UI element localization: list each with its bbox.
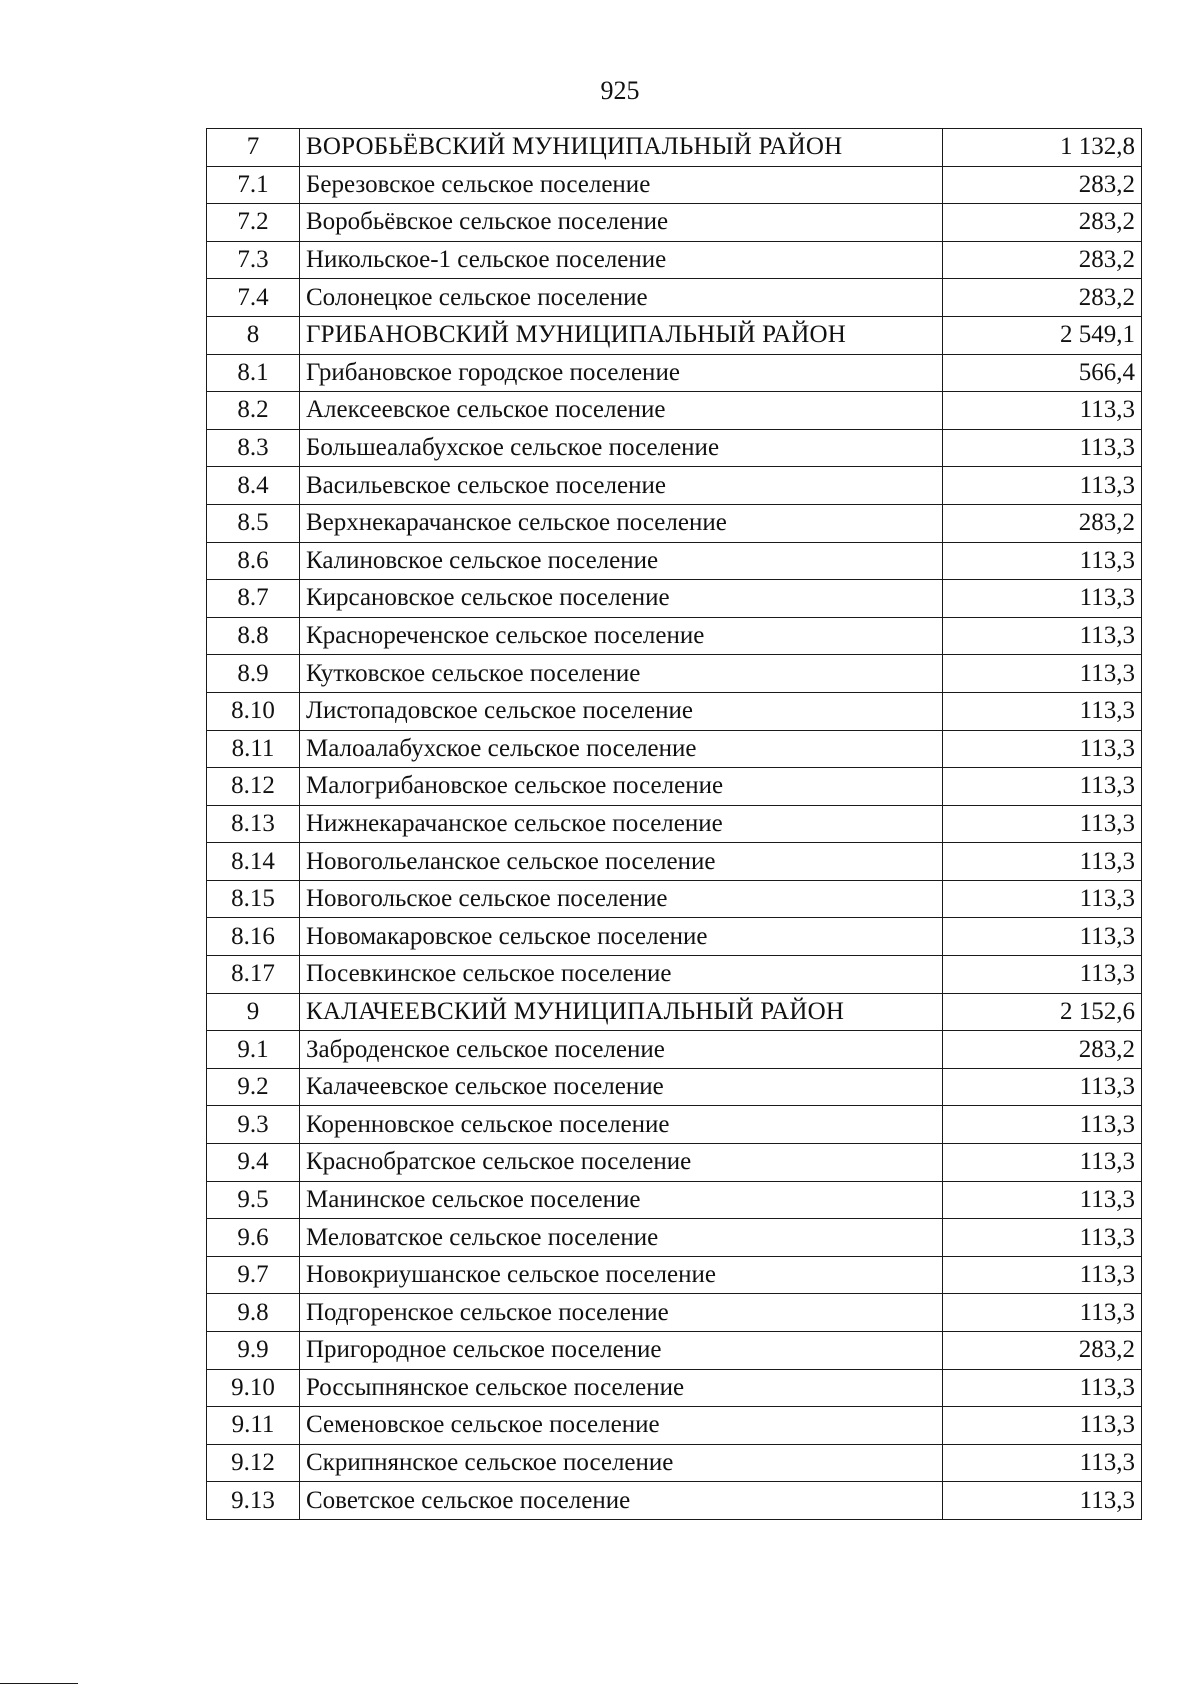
table-row xyxy=(207,204,1142,242)
settlement-name-cell: Калачеевское сельское поселение xyxy=(300,1068,943,1106)
amount-cell: 283,2 xyxy=(943,1332,1142,1370)
settlement-name-cell: Васильевское сельское поселение xyxy=(300,467,943,505)
table-row xyxy=(207,1294,1142,1332)
table-row xyxy=(207,1482,1142,1520)
amount-cell: 113,3 xyxy=(943,1294,1142,1332)
row-number-cell: 8.17 xyxy=(207,956,300,994)
amount-cell: 113,3 xyxy=(943,542,1142,580)
amount-cell: 113,3 xyxy=(943,1482,1142,1520)
row-number-cell: 9.9 xyxy=(207,1332,300,1370)
table-row xyxy=(207,730,1142,768)
settlement-name-cell: Советское сельское поселение xyxy=(300,1482,943,1520)
settlement-name-cell: Новокриушанское сельское поселение xyxy=(300,1256,943,1294)
amount-cell: 1 132,8 xyxy=(943,129,1142,167)
amount-cell: 113,3 xyxy=(943,805,1142,843)
settlement-name-cell: Манинское сельское поселение xyxy=(300,1181,943,1219)
settlement-name-cell: Подгоренское сельское поселение xyxy=(300,1294,943,1332)
table-row xyxy=(207,279,1142,317)
amount-cell: 113,3 xyxy=(943,429,1142,467)
row-number-cell: 8.4 xyxy=(207,467,300,505)
amount-cell: 283,2 xyxy=(943,166,1142,204)
footnote-divider xyxy=(0,1683,78,1684)
amount-cell: 113,3 xyxy=(943,918,1142,956)
row-number-cell: 8.2 xyxy=(207,392,300,430)
row-number-cell: 9.8 xyxy=(207,1294,300,1332)
table-row xyxy=(207,1181,1142,1219)
table-row xyxy=(207,880,1142,918)
settlement-name-cell: Верхнекарачанское сельское поселение xyxy=(300,504,943,542)
table-row xyxy=(207,1219,1142,1257)
amount-cell: 283,2 xyxy=(943,204,1142,242)
table-row xyxy=(207,580,1142,618)
page-number: 925 xyxy=(600,76,640,105)
table-row xyxy=(207,1407,1142,1445)
allocation-table xyxy=(206,128,1142,1520)
amount-cell: 113,3 xyxy=(943,392,1142,430)
amount-cell: 113,3 xyxy=(943,880,1142,918)
row-number-cell: 9.4 xyxy=(207,1144,300,1182)
settlement-name-cell: Кирсановское сельское поселение xyxy=(300,580,943,618)
table-row xyxy=(207,655,1142,693)
district-name-cell: ВОРОБЬЁВСКИЙ МУНИЦИПАЛЬНЫЙ РАЙОН xyxy=(300,129,943,167)
row-number-cell: 8.6 xyxy=(207,542,300,580)
amount-cell: 283,2 xyxy=(943,1031,1142,1069)
row-number-cell: 8.3 xyxy=(207,429,300,467)
row-number-cell: 8 xyxy=(207,316,300,354)
row-number-cell: 9.3 xyxy=(207,1106,300,1144)
amount-cell: 113,3 xyxy=(943,655,1142,693)
row-number-cell: 9.6 xyxy=(207,1219,300,1257)
settlement-name-cell: Краснореченское сельское поселение xyxy=(300,617,943,655)
table-row xyxy=(207,166,1142,204)
table-body xyxy=(207,129,1142,1520)
settlement-name-cell: Заброденское сельское поселение xyxy=(300,1031,943,1069)
settlement-name-cell: Малогрибановское сельское поселение xyxy=(300,768,943,806)
table-row xyxy=(207,1444,1142,1482)
table-row xyxy=(207,354,1142,392)
table-row xyxy=(207,692,1142,730)
amount-cell: 113,3 xyxy=(943,1256,1142,1294)
row-number-cell: 9.2 xyxy=(207,1068,300,1106)
district-row xyxy=(207,993,1142,1031)
amount-cell: 113,3 xyxy=(943,1068,1142,1106)
settlement-name-cell: Новомакаровское сельское поселение xyxy=(300,918,943,956)
settlement-name-cell: Новогольеланское сельское поселение xyxy=(300,843,943,881)
table-row xyxy=(207,805,1142,843)
settlement-name-cell: Грибановское городское поселение xyxy=(300,354,943,392)
row-number-cell: 7.3 xyxy=(207,241,300,279)
amount-cell: 113,3 xyxy=(943,580,1142,618)
table-row xyxy=(207,956,1142,994)
amount-cell: 113,3 xyxy=(943,1219,1142,1257)
settlement-name-cell: Новогольское сельское поселение xyxy=(300,880,943,918)
table-row xyxy=(207,1031,1142,1069)
settlement-name-cell: Никольское-1 сельское поселение xyxy=(300,241,943,279)
settlement-name-cell: Краснобратское сельское поселение xyxy=(300,1144,943,1182)
settlement-name-cell: Посевкинское сельское поселение xyxy=(300,956,943,994)
amount-cell: 2 152,6 xyxy=(943,993,1142,1031)
table-row xyxy=(207,1106,1142,1144)
table-row xyxy=(207,768,1142,806)
row-number-cell: 8.12 xyxy=(207,768,300,806)
table-row xyxy=(207,392,1142,430)
settlement-name-cell: Воробьёвское сельское поселение xyxy=(300,204,943,242)
row-number-cell: 8.10 xyxy=(207,692,300,730)
table-row xyxy=(207,1144,1142,1182)
row-number-cell: 7.4 xyxy=(207,279,300,317)
settlement-name-cell: Солонецкое сельское поселение xyxy=(300,279,943,317)
table-row xyxy=(207,843,1142,881)
settlement-name-cell: Меловатское сельское поселение xyxy=(300,1219,943,1257)
row-number-cell: 9.12 xyxy=(207,1444,300,1482)
district-name-cell: ГРИБАНОВСКИЙ МУНИЦИПАЛЬНЫЙ РАЙОН xyxy=(300,316,943,354)
row-number-cell: 9 xyxy=(207,993,300,1031)
amount-cell: 283,2 xyxy=(943,504,1142,542)
amount-cell: 113,3 xyxy=(943,1369,1142,1407)
row-number-cell: 8.1 xyxy=(207,354,300,392)
table-row xyxy=(207,429,1142,467)
settlement-name-cell: Россыпнянское сельское поселение xyxy=(300,1369,943,1407)
amount-cell: 283,2 xyxy=(943,241,1142,279)
row-number-cell: 7.1 xyxy=(207,166,300,204)
table-row xyxy=(207,1369,1142,1407)
settlement-name-cell: Листопадовское сельское поселение xyxy=(300,692,943,730)
settlement-name-cell: Коренновское сельское поселение xyxy=(300,1106,943,1144)
row-number-cell: 8.8 xyxy=(207,617,300,655)
table-row xyxy=(207,617,1142,655)
settlement-name-cell: Нижнекарачанское сельское поселение xyxy=(300,805,943,843)
table-row xyxy=(207,1256,1142,1294)
settlement-name-cell: Семеновское сельское поселение xyxy=(300,1407,943,1445)
row-number-cell: 8.5 xyxy=(207,504,300,542)
table-row xyxy=(207,542,1142,580)
row-number-cell: 9.10 xyxy=(207,1369,300,1407)
row-number-cell: 8.16 xyxy=(207,918,300,956)
table-row xyxy=(207,918,1142,956)
district-row xyxy=(207,316,1142,354)
row-number-cell: 8.13 xyxy=(207,805,300,843)
amount-cell: 113,3 xyxy=(943,467,1142,505)
settlement-name-cell: Скрипнянское сельское поселение xyxy=(300,1444,943,1482)
amount-cell: 113,3 xyxy=(943,730,1142,768)
amount-cell: 113,3 xyxy=(943,1444,1142,1482)
row-number-cell: 9.1 xyxy=(207,1031,300,1069)
amount-cell: 113,3 xyxy=(943,1144,1142,1182)
settlement-name-cell: Березовское сельское поселение xyxy=(300,166,943,204)
row-number-cell: 8.15 xyxy=(207,880,300,918)
amount-cell: 113,3 xyxy=(943,692,1142,730)
district-row xyxy=(207,129,1142,167)
table-row xyxy=(207,1332,1142,1370)
settlement-name-cell: Пригородное сельское поселение xyxy=(300,1332,943,1370)
table-row xyxy=(207,1068,1142,1106)
amount-cell: 113,3 xyxy=(943,1106,1142,1144)
amount-cell: 113,3 xyxy=(943,1181,1142,1219)
amount-cell: 113,3 xyxy=(943,617,1142,655)
table-row xyxy=(207,241,1142,279)
settlement-name-cell: Калиновское сельское поселение xyxy=(300,542,943,580)
amount-cell: 113,3 xyxy=(943,956,1142,994)
settlement-name-cell: Алексеевское сельское поселение xyxy=(300,392,943,430)
amount-cell: 113,3 xyxy=(943,768,1142,806)
amount-cell: 2 549,1 xyxy=(943,316,1142,354)
amount-cell: 283,2 xyxy=(943,279,1142,317)
table-row xyxy=(207,467,1142,505)
table-row xyxy=(207,504,1142,542)
row-number-cell: 7.2 xyxy=(207,204,300,242)
settlement-name-cell: Малоалабухское сельское поселение xyxy=(300,730,943,768)
amount-cell: 113,3 xyxy=(943,843,1142,881)
row-number-cell: 8.9 xyxy=(207,655,300,693)
row-number-cell: 9.7 xyxy=(207,1256,300,1294)
row-number-cell: 8.7 xyxy=(207,580,300,618)
row-number-cell: 7 xyxy=(207,129,300,167)
amount-cell: 566,4 xyxy=(943,354,1142,392)
row-number-cell: 9.5 xyxy=(207,1181,300,1219)
district-name-cell: КАЛАЧЕЕВСКИЙ МУНИЦИПАЛЬНЫЙ РАЙОН xyxy=(300,993,943,1031)
settlement-name-cell: Кутковское сельское поселение xyxy=(300,655,943,693)
row-number-cell: 8.14 xyxy=(207,843,300,881)
settlement-name-cell: Большеалабухское сельское поселение xyxy=(300,429,943,467)
row-number-cell: 9.11 xyxy=(207,1407,300,1445)
row-number-cell: 8.11 xyxy=(207,730,300,768)
amount-cell: 113,3 xyxy=(943,1407,1142,1445)
row-number-cell: 9.13 xyxy=(207,1482,300,1520)
